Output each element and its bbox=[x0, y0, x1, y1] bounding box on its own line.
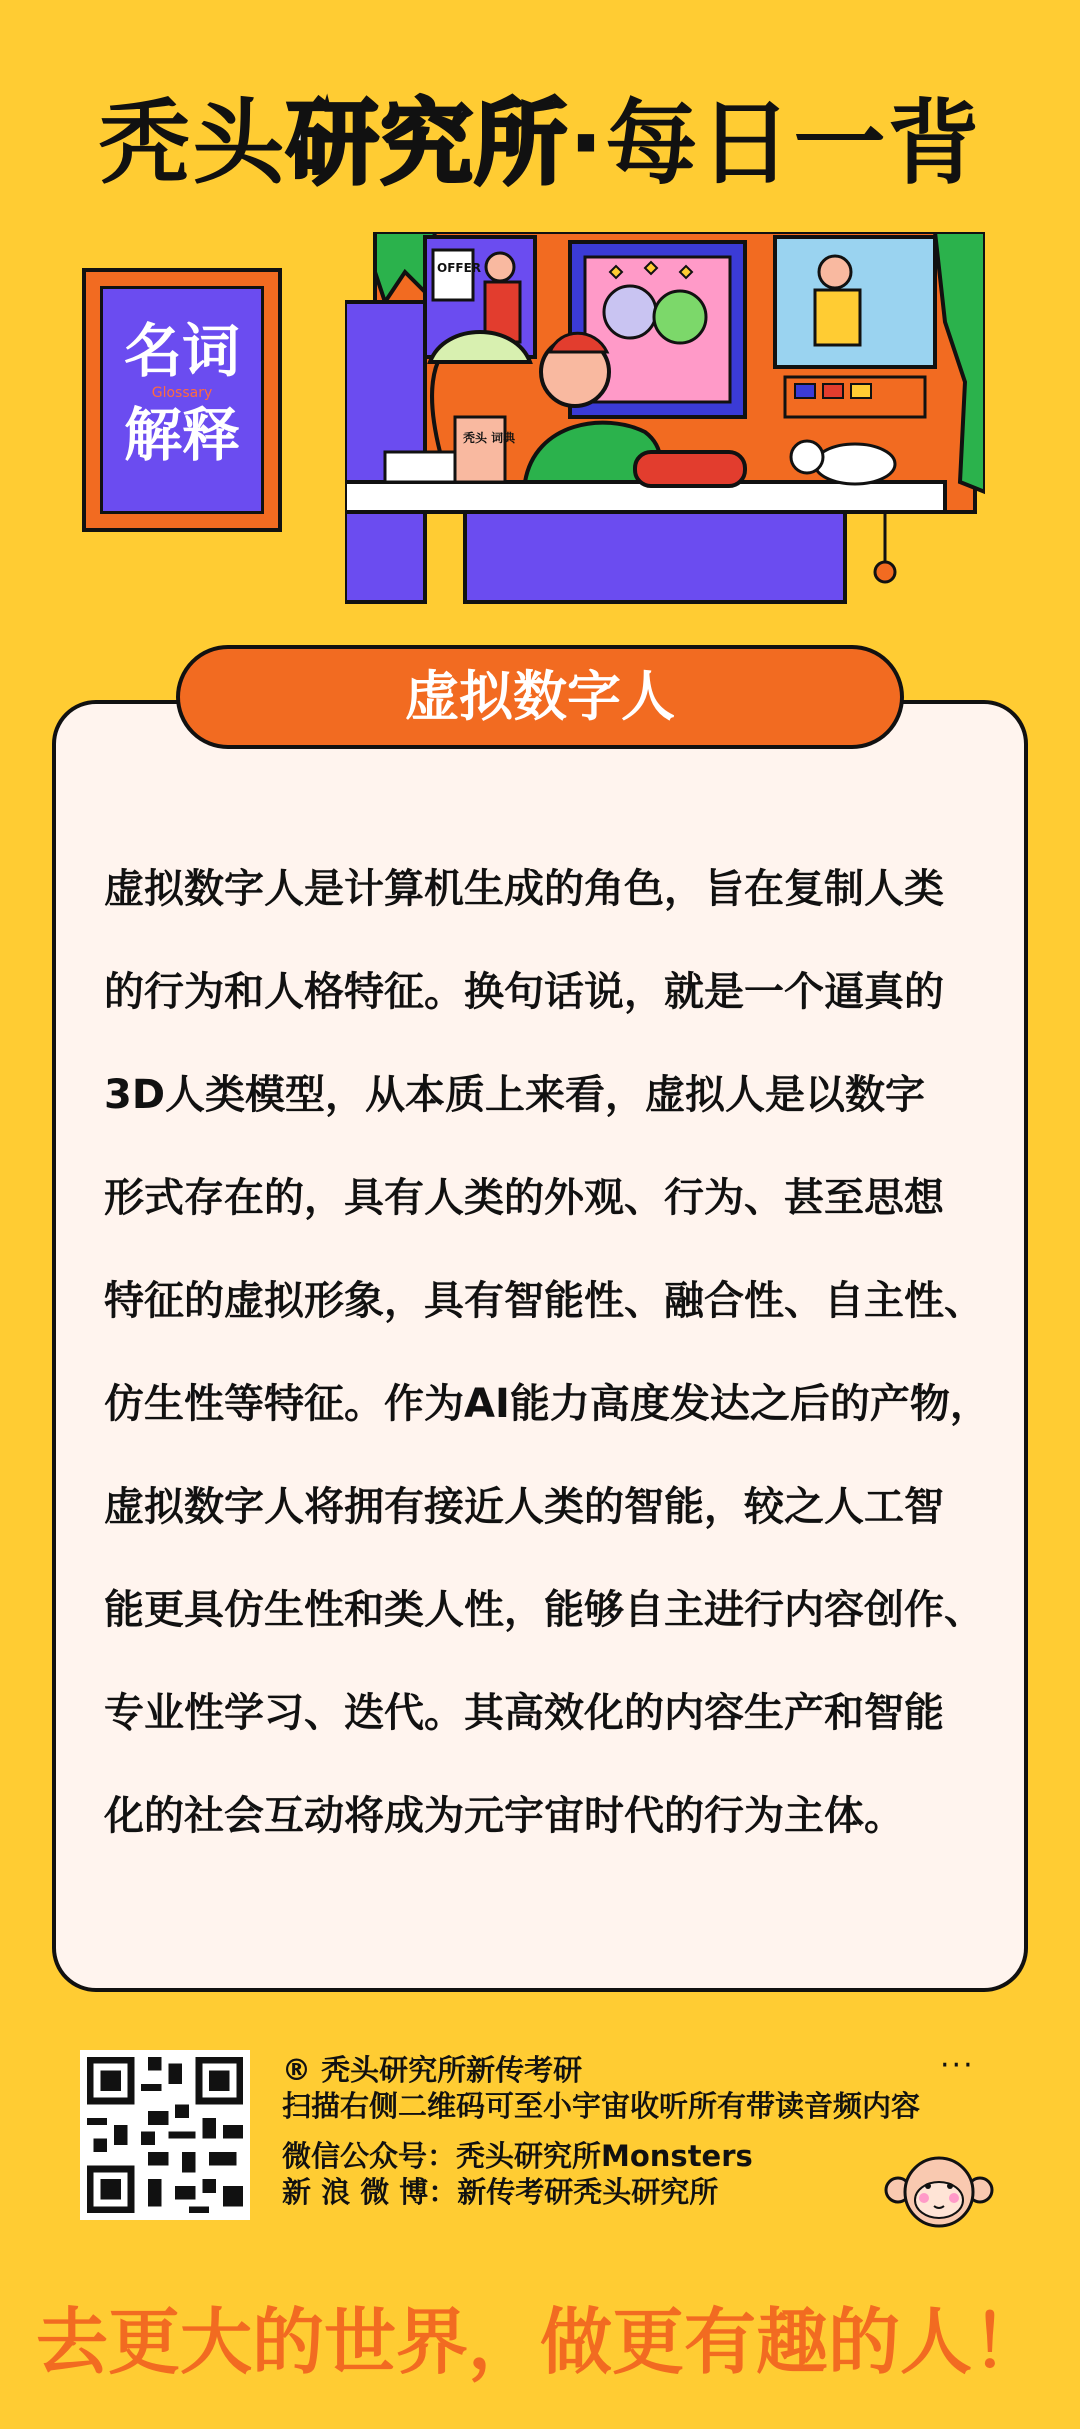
glossary-badge-english: Glossary bbox=[151, 385, 213, 401]
definition-line: 虚拟数字人将拥有接近人类的智能，较之人工智 bbox=[104, 1484, 944, 1530]
title-part-3: ·每日一背 bbox=[568, 90, 982, 197]
book-stack bbox=[385, 452, 455, 482]
definition-line: 仿生性等特征。作为AI能力高度发达之后的产物， bbox=[104, 1381, 990, 1427]
definition-line: 的行为和人格特征。换句话说，就是一个逼真的 bbox=[104, 969, 944, 1015]
shelf-item-1 bbox=[795, 384, 815, 398]
offer-sign-label: OFFER bbox=[437, 261, 482, 275]
definition-line: 能更具仿生性和类人性，能够自主进行内容创作、 bbox=[104, 1587, 984, 1633]
definition-line: 形式存在的，具有人类的外观、行为、甚至思想 bbox=[104, 1175, 944, 1221]
slogan: 去更大的世界，做更有趣的人！ bbox=[35, 2300, 1044, 2384]
offer-sign bbox=[433, 250, 473, 300]
footer-wechat: 微信公众号：秃头研究所Monsters bbox=[282, 2139, 753, 2173]
term-title-pill: 虚拟数字人 bbox=[176, 645, 904, 749]
chair bbox=[635, 452, 745, 486]
more-dots-icon: ··· bbox=[940, 2048, 975, 2083]
book-open bbox=[455, 417, 505, 482]
desk-front bbox=[465, 512, 845, 602]
glossary-badge-bottom: 解释 bbox=[123, 401, 240, 469]
glossary-badge bbox=[82, 268, 282, 532]
footer-scan-hint: 扫描右侧二维码可至小宇宙收听所有带读音频内容 bbox=[282, 2089, 921, 2123]
title-part-2: 研究所 bbox=[286, 90, 569, 197]
person-b-head bbox=[654, 291, 706, 343]
footer-brand: ® 秃头研究所新传考研 bbox=[282, 2053, 583, 2087]
poster-person-head bbox=[486, 253, 514, 281]
key-icon bbox=[875, 562, 895, 582]
glossary-badge-panel bbox=[100, 286, 264, 514]
poster-woman-body bbox=[815, 290, 860, 345]
title-part-1: 秃头 bbox=[98, 90, 287, 197]
shelf-item-3 bbox=[851, 384, 871, 398]
cat-body bbox=[815, 444, 895, 484]
study-desk-illustration bbox=[345, 232, 985, 612]
definition-text bbox=[104, 838, 1004, 1868]
book-title: 秃头 词典 bbox=[463, 431, 516, 445]
footer-weibo: 新 浪 微 博：新传考研秃头研究所 bbox=[282, 2175, 719, 2209]
definition-line: 3D人类模型，从本质上来看，虚拟人是以数字 bbox=[104, 1072, 926, 1118]
definition-line: 专业性学习、迭代。其高效化的内容生产和智能 bbox=[104, 1690, 944, 1736]
glossary-badge-top: 名词 bbox=[123, 317, 240, 385]
person-a-head bbox=[604, 286, 656, 338]
poster-woman-head bbox=[819, 256, 851, 288]
definition-line: 虚拟数字人是计算机生成的角色，旨在复制人类 bbox=[104, 866, 944, 912]
definition-line: 特征的虚拟形象，具有智能性、融合性、自主性、 bbox=[104, 1278, 984, 1324]
qr-code[interactable] bbox=[80, 2050, 250, 2220]
definition-line: 化的社会互动将成为元宇宙时代的行为主体。 bbox=[104, 1793, 904, 1839]
monkey-mascot-icon bbox=[884, 2150, 994, 2230]
cat-head bbox=[791, 441, 823, 473]
shelf-item-2 bbox=[823, 384, 843, 398]
page-title bbox=[0, 70, 1080, 202]
